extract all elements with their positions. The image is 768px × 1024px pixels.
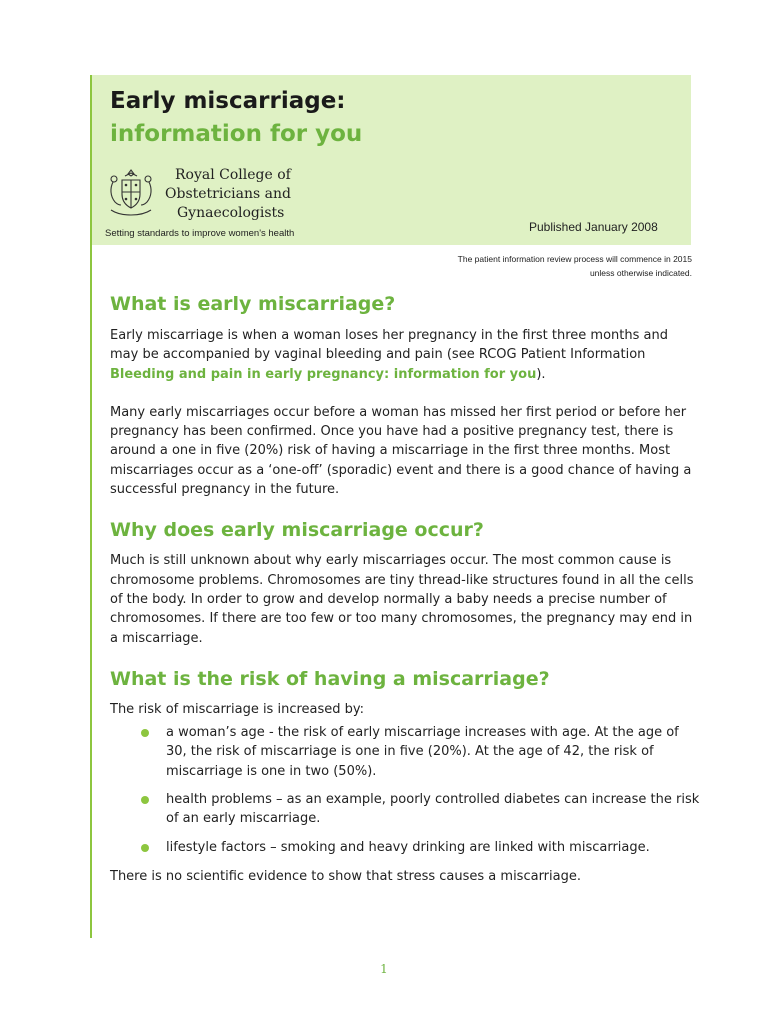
related-leaflet-link[interactable]: Bleeding and pain in early pregnancy: information for you <box>110 366 537 382</box>
paragraph-text: ). <box>536 366 546 382</box>
paragraph: Many early miscarriages occur before a woman has missed her first period or before her pregnancy has been confirmed. Once you have had a positive pregnancy test, there is around a one in five (20%) risk of having a miscarriage in the first three months. Most miscarriages occur as a ‘one-off’ (sporadic) event and there is a good chance of having a successful pregnancy in the future. <box>110 404 692 498</box>
org-name-line: Obstetricians and <box>165 186 291 202</box>
section-heading: What is the risk of having a miscarriage? <box>110 667 550 690</box>
review-note-line: The patient information review process will commence in 2015 <box>457 254 692 264</box>
review-note <box>458 252 692 280</box>
section-heading: Why does early miscarriage occur? <box>110 519 484 542</box>
org-name-line: Gynaecologists <box>177 205 285 221</box>
page-number: 1 <box>380 962 388 976</box>
review-note-line: unless otherwise indicated. <box>589 268 692 278</box>
section-heading: What is early miscarriage? <box>110 293 396 315</box>
bullet-dot-icon <box>141 796 149 804</box>
paragraph: There is no scientific evidence to show that stress causes a miscarriage. <box>110 868 581 884</box>
list-item <box>110 723 700 781</box>
published-date: Published January 2008 <box>529 220 658 234</box>
bullet-dot-icon <box>141 844 149 852</box>
page-title: Early miscarriage: <box>110 88 346 114</box>
main-content <box>110 292 700 886</box>
paragraph: The risk of miscarriage is increased by: <box>110 701 365 717</box>
paragraph: Much is still unknown about why early miscarriages occur. The most common cause is chromosome problems. Chromosomes are tiny thread-like structures found in all the cells of the body. In order to grow and develop normally a baby needs a precise number of chromosomes. If there are too few or too many chromosomes, the pregnancy may end in a miscarriage. <box>110 553 694 646</box>
paragraph-text: Early miscarriage is when a woman loses her pregnancy in the first three months and may be accompanied by vaginal bleeding and pain (see RCOG Patient Information <box>110 328 668 363</box>
org-tagline: Setting standards to improve women's health <box>105 228 295 239</box>
list-item <box>110 790 700 829</box>
bullet-dot-icon <box>141 729 149 737</box>
risk-factor-list <box>110 723 700 857</box>
list-item-text: a woman’s age - the risk of early miscarriage increases with age. At the age of 30, the risk of miscarriage is one in five (20%). At the age of 42, the risk of miscarriage is one in two (50%). <box>166 725 679 779</box>
paragraph <box>110 326 700 384</box>
page-subtitle: information for you <box>110 121 363 147</box>
list-item <box>110 838 700 857</box>
org-name-line: Royal College of <box>175 167 291 183</box>
rcog-crest-logo <box>105 166 157 218</box>
list-item-text: health problems – as an example, poorly controlled diabetes can increase the risk of an early miscarriage. <box>166 792 700 827</box>
list-item-text: lifestyle factors – smoking and heavy drinking are linked with miscarriage. <box>166 839 650 855</box>
org-name <box>165 166 291 223</box>
